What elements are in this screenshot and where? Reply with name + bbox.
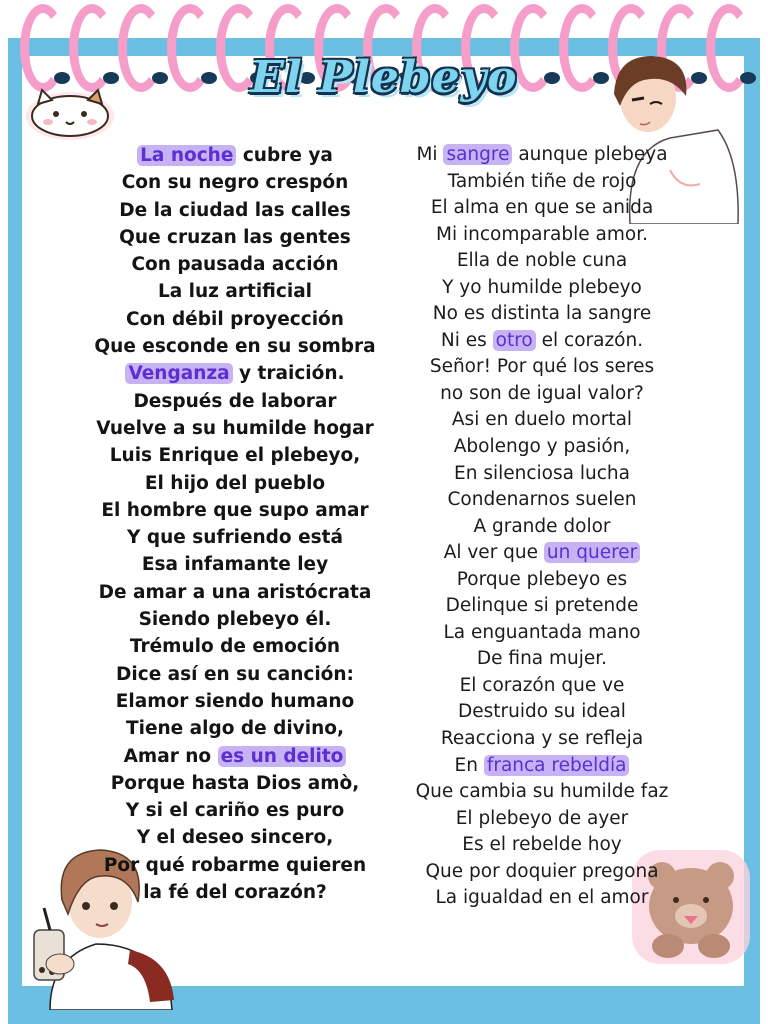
poem-line <box>400 514 684 541</box>
poem-line <box>92 715 378 742</box>
poem-line <box>92 688 378 715</box>
poem-line <box>92 169 378 196</box>
poem-line <box>92 551 378 578</box>
poem-text: Tiene algo de divino, <box>125 718 344 740</box>
poem-line <box>400 567 684 594</box>
poem-text: Vuelve a su humilde hogar <box>96 417 374 439</box>
poem-line <box>400 142 684 169</box>
poem-text: Después de laborar <box>133 390 337 412</box>
poem-text: De amar a una aristócrata <box>98 581 372 603</box>
poem-line <box>92 278 378 305</box>
highlighted-phrase: otro <box>493 330 536 351</box>
poem-line <box>92 442 378 469</box>
poem-line <box>92 388 378 415</box>
poem-line <box>92 470 378 497</box>
poem-text: Que esconde en su sombra <box>94 336 376 358</box>
poem-line <box>92 306 378 333</box>
poem-text: La enguantada mano <box>443 621 641 643</box>
poem-line <box>400 832 684 859</box>
poem-line <box>400 275 684 302</box>
poem-text: Que por doquier pregona <box>425 860 659 882</box>
poem-line <box>92 633 378 660</box>
highlighted-phrase: Venganza <box>125 363 232 384</box>
poem-line <box>92 606 378 633</box>
highlighted-phrase: La noche <box>137 145 236 166</box>
poem-line <box>400 726 684 753</box>
poem-text: Señor! Por qué los seres <box>429 356 655 378</box>
poem-text: Ella de noble cuna <box>456 250 628 272</box>
poem-text: el corazón. <box>535 329 644 351</box>
poem-text: El plebeyo de ayer <box>455 807 629 829</box>
poem-text: Es el rebelde hoy <box>462 834 622 856</box>
poem-text: no son de igual valor? <box>440 382 644 404</box>
poem-line <box>400 301 684 328</box>
poem-text: No es distinta la sangre <box>432 303 652 325</box>
poem-text: De fina mujer. <box>476 648 608 670</box>
poem-text: El alma en que se anida <box>430 197 654 219</box>
poem-text: A grande dolor <box>473 515 611 537</box>
poem-text: Porque hasta Dios amò, <box>110 772 360 794</box>
poem-line <box>92 743 378 770</box>
poem-line <box>400 885 684 912</box>
poem-line <box>400 407 684 434</box>
poem-line <box>92 824 378 851</box>
poem-text: Al ver que <box>443 542 544 564</box>
poem-text: Mi <box>416 144 444 165</box>
poem-line <box>400 620 684 647</box>
poem-line <box>92 224 378 251</box>
poem-text: El hombre que supo amar <box>101 499 369 521</box>
poem-line <box>92 415 378 442</box>
poem-text: Porque plebeyo es <box>456 568 628 590</box>
poem-line <box>400 328 684 355</box>
poem-text: Con su negro crespón <box>121 172 349 194</box>
poem-line <box>400 779 684 806</box>
poem-text: Trémulo de emoción <box>129 636 341 658</box>
poem-text: Con débil proyección <box>126 308 344 330</box>
poem-line <box>400 487 684 514</box>
poem-text: Por qué robarme quieren <box>103 854 367 876</box>
poem-line <box>92 797 378 824</box>
poem-line <box>92 251 378 278</box>
poem-text: Esa infamante ley <box>141 554 329 576</box>
poem-text: cubre ya <box>236 145 333 166</box>
poem-line <box>92 579 378 606</box>
poem-text: Asi en duelo mortal <box>451 409 633 431</box>
poem-text: El corazón que ve <box>459 674 625 696</box>
poem-text: Y que sufriendo está <box>127 527 343 549</box>
poem-line <box>400 248 684 275</box>
poem-text: Ni es <box>440 329 493 351</box>
poem-line <box>92 661 378 688</box>
poem-line <box>400 381 684 408</box>
poem-text: Reacciona y se refleja <box>440 728 644 750</box>
cat-sticker <box>22 82 118 142</box>
poem-line <box>400 859 684 886</box>
poem-line <box>400 195 684 222</box>
poem-text: Delinque si pretende <box>445 595 639 617</box>
poem-line <box>400 593 684 620</box>
poem-text: Dice así en su canción: <box>116 663 354 685</box>
poem-line <box>92 770 378 797</box>
poem-line <box>92 142 378 169</box>
poem-text: Y si el cariño es puro <box>125 800 345 822</box>
poem-line <box>400 806 684 833</box>
poem-line <box>92 333 378 360</box>
poem-text: Luis Enrique el plebeyo, <box>109 445 361 467</box>
poem-text: Condenarnos suelen <box>447 489 637 511</box>
poem-line <box>92 360 378 387</box>
poem-line <box>400 646 684 673</box>
poem-line <box>400 461 684 488</box>
highlighted-phrase: es un delito <box>218 746 347 767</box>
poem-line <box>92 879 378 906</box>
poem-text: En <box>454 754 484 776</box>
poem-line <box>400 699 684 726</box>
poem-line <box>400 540 684 567</box>
poem-column-left <box>92 142 378 906</box>
poem-text: De la ciudad las calles <box>119 199 351 221</box>
highlighted-phrase: un querer <box>544 542 640 563</box>
poem-text: aunque plebeya <box>512 144 668 165</box>
poem-text: El hijo del pueblo <box>144 472 326 494</box>
poem-column-right <box>400 142 684 912</box>
poem-text: Y el deseo sincero, <box>136 827 334 849</box>
highlighted-phrase: sangre <box>443 144 512 165</box>
page-title: El Plebeyo <box>250 52 518 103</box>
poem-text: y traición. <box>232 363 345 385</box>
poem-line <box>400 673 684 700</box>
poem-text: Que cambia su humilde faz <box>415 781 669 803</box>
poem-text: La igualdad en el amor <box>435 887 649 909</box>
poem-line <box>400 354 684 381</box>
poem-line <box>400 169 684 196</box>
poem-line <box>400 434 684 461</box>
poem-text: En silenciosa lucha <box>454 462 630 484</box>
poem-text: Abolengo y pasión, <box>453 436 631 458</box>
poem-text: Y yo humilde plebeyo <box>442 276 642 298</box>
poem-line <box>92 524 378 551</box>
poem-line <box>400 753 684 780</box>
poem-line <box>92 852 378 879</box>
poem-text: Destruido su ideal <box>458 701 626 723</box>
poem-line <box>92 497 378 524</box>
poem-text: Siendo plebeyo él. <box>138 609 332 631</box>
poem-text: La luz artificial <box>157 281 313 303</box>
poem-text: Elamor siendo humano <box>115 690 355 712</box>
poem-text: Con pausada acción <box>131 254 339 276</box>
poem-line <box>400 222 684 249</box>
poem-line <box>92 197 378 224</box>
poem-text: Mi incomparable amor. <box>436 223 648 245</box>
poem-text: Que cruzan las gentes <box>119 226 351 248</box>
poem-text: la fé del corazón? <box>143 882 327 904</box>
poem-text: Amar no <box>123 745 218 767</box>
poem-text: También tiñe de rojo <box>447 170 637 192</box>
highlighted-phrase: franca rebeldía <box>484 755 630 776</box>
